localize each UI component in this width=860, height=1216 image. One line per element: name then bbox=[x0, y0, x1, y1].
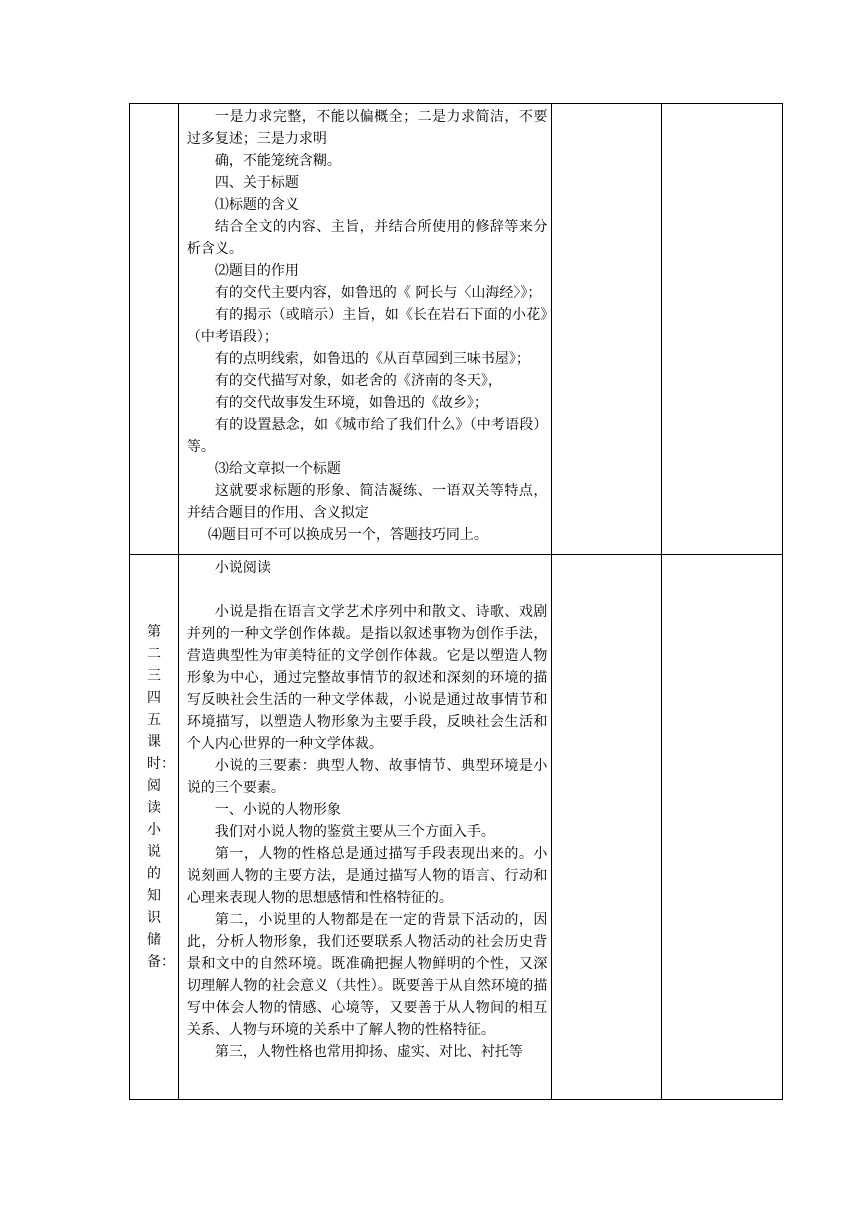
paragraph: 我们对小说人物的鉴赏主要从三个方面入手。 bbox=[214, 824, 495, 840]
paragraph: ⑷题目可不可以换成另一个，答题技巧同上。 bbox=[207, 527, 488, 543]
lesson-label-cell bbox=[130, 555, 179, 1099]
paragraph: 确，不能笼统含糊。 bbox=[214, 153, 341, 169]
table-row bbox=[129, 554, 783, 1100]
paragraph: 一、小说的人物形象 bbox=[214, 802, 341, 818]
paragraph: 有的交代故事发生环境，如鲁迅的《故乡》； bbox=[214, 395, 488, 411]
section-title: 小说阅读 bbox=[214, 560, 271, 576]
paragraph: 第二，小说里的人物都是在一定的背景下活动的，因此，分析人物形象，我们还要联系人物活动的社会历史背景和文中的自然环境。既准确把握人物鲜明的个性，又深切理解人物的社会意义（共性）。既要善于从自然环境的描写中体会人物的情感、心境等，又要善于从人物间的相互关系、人物与环境的关系中了解人物的性格特征。 bbox=[186, 912, 548, 1038]
paragraph: 小说的三要素：典型人物、故事情节、典型环境是小说的三个要素。 bbox=[186, 758, 548, 796]
paragraph: 有的交代主要内容，如鲁迅的《 阿长与〈山海经〉》； bbox=[214, 285, 542, 301]
paragraph: ⑴标题的含义 bbox=[214, 197, 299, 213]
table-row bbox=[129, 103, 783, 554]
content-cell bbox=[179, 555, 552, 1099]
paragraph: 有的交代描写对象，如老舍的《济南的冬天》， bbox=[214, 373, 502, 389]
lesson-label-cell bbox=[130, 104, 179, 554]
content-cell bbox=[179, 104, 552, 554]
paragraph: 一是力求完整，不能以偏概全；二是力求简洁，不要过多复述；三是力求明 bbox=[186, 109, 548, 147]
paragraph: 有的点明线索，如鲁迅的《从百草园到三味书屋》； bbox=[214, 351, 530, 367]
paragraph: 四、关于标题 bbox=[214, 175, 299, 191]
paragraph: 有的设置悬念，如《城市给了我们什么》（中考语段）等。 bbox=[186, 417, 548, 455]
paragraph: 这就要求标题的形象、简洁凝练、一语双关等特点，并结合题目的作用、含义拟定 bbox=[186, 483, 548, 521]
paragraph: 小说是指在语言文学艺术序列中和散文、诗歌、戏剧并列的一种文学创作体裁。是指以叙述事物为创作手法，营造典型性为审美特征的文学创作体裁。它是以塑造人物形象为中心，通过完整故事情节的叙述和深刻的环境的描写反映社会生活的一种文学体裁，小说是通过故事情节和环境描写，以塑造人物形象为主要手段，反映社会生活和个人内心世界的一种文学体裁。 bbox=[186, 604, 548, 752]
empty-cell bbox=[662, 104, 783, 554]
paragraph: 有的揭示（或暗示）主旨，如《长在岩石下面的小花》（中考语段）； bbox=[186, 307, 548, 345]
lesson-table bbox=[129, 103, 783, 1100]
empty-cell bbox=[552, 555, 662, 1099]
paragraph: ⑵题目的作用 bbox=[214, 263, 299, 279]
paragraph: ⑶给文章拟一个标题 bbox=[214, 461, 341, 477]
empty-cell bbox=[662, 555, 783, 1099]
paragraph: 第三，人物性格也常用抑扬、虚实、对比、衬托等 bbox=[214, 1044, 523, 1060]
lesson-label: 第二三四五课时：阅读小说的知识储备： bbox=[146, 624, 175, 970]
paragraph: 结合全文的内容、主旨，并结合所使用的修辞等来分析含义。 bbox=[186, 219, 548, 257]
empty-cell bbox=[552, 104, 662, 554]
paragraph: 第一，人物的性格总是通过描写手段表现出来的。小说刻画人物的主要方法，是通过描写人物的语言、行动和心理来表现人物的思想感情和性格特征的。 bbox=[186, 846, 548, 906]
